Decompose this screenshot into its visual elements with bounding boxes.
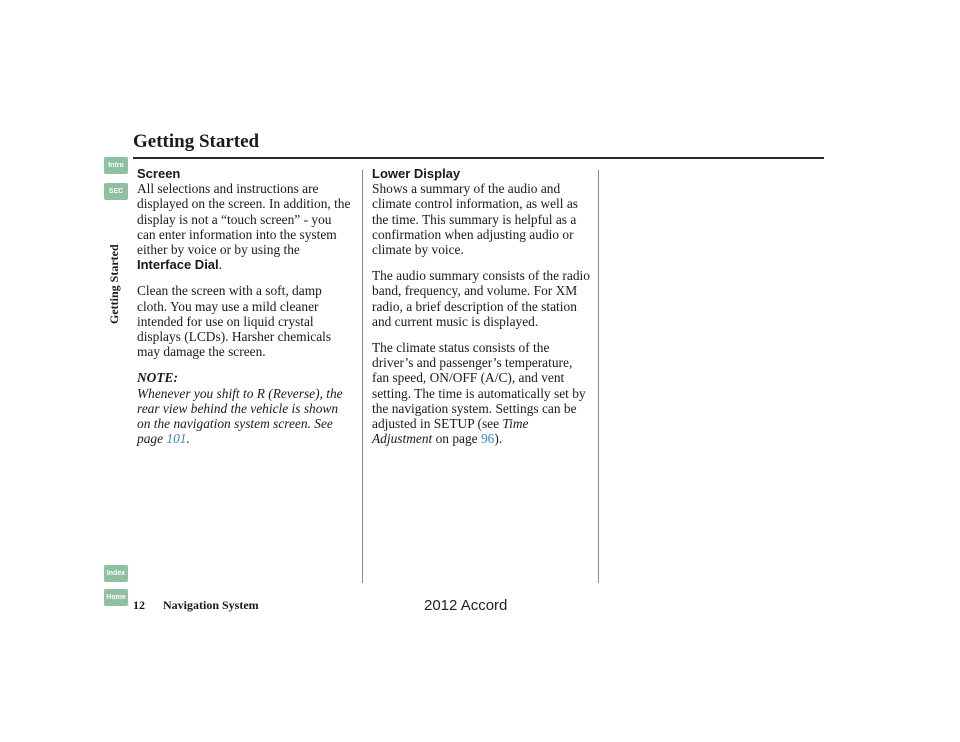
note-body: Whenever you shift to R (Reverse), the rear view behind the vehicle is shown on the navigation system screen. See page — [137, 385, 343, 447]
lower-display-paragraph-2: The audio summary consists of the radio band, frequency, and volume. For XM radio, a brief description of the station and current music is displayed. — [372, 268, 590, 329]
left-column — [137, 166, 352, 446]
screen-p1-text: All selections and instructions are displayed on the screen. In addition, the display is not a “touch screen” - you can enter information into the system either by voice or by using the — [137, 181, 351, 258]
screen-paragraph-1 — [137, 181, 352, 272]
home-tab[interactable]: Home — [104, 589, 128, 606]
note-text — [137, 386, 352, 447]
interface-dial-term: Interface Dial — [137, 257, 219, 273]
column-divider-2 — [598, 170, 599, 583]
title-rule — [133, 157, 824, 159]
screen-heading: Screen — [137, 166, 181, 181]
climate-on-page: on page — [432, 431, 481, 447]
lower-display-heading: Lower Display — [372, 166, 461, 181]
index-tab[interactable]: Index — [104, 565, 128, 582]
intro-tab[interactable]: Intro — [104, 157, 128, 174]
climate-text: The climate status consists of the driver’s and passenger’s temperature, fan speed, ON/OFF (A/C), and vent setting. The time is automatically set by the navigation system. Settings can be adjusted in SETUP (see — [372, 340, 586, 432]
screen-paragraph-2: Clean the screen with a soft, damp cloth. You may use a mild cleaner intended for use on liquid crystal displays (LCDs). Harsher chemicals may damage the screen. — [137, 283, 332, 360]
sec-tab[interactable]: SEC — [104, 183, 128, 200]
note-end: . — [186, 431, 190, 447]
note-label: NOTE: — [137, 370, 178, 386]
screen-p1-end: . — [218, 257, 223, 273]
lower-display-paragraph-3 — [372, 340, 590, 446]
climate-end: ). — [494, 431, 503, 447]
middle-column — [372, 166, 590, 457]
manual-name: Navigation System — [163, 598, 259, 612]
time-adjustment-ref: Time Adjustment — [372, 416, 529, 447]
page-title: Getting Started — [133, 131, 260, 152]
page-101-link[interactable]: 101 — [166, 431, 187, 447]
lower-display-paragraph-1: Shows a summary of the audio and climate control information, as well as the time. This summary is helpful as a confirmation when adjusting audio or climate by voice. — [372, 181, 579, 258]
column-divider-1 — [362, 170, 363, 583]
page-96-link[interactable]: 96 — [480, 431, 495, 447]
page-number: 12 — [133, 598, 145, 612]
model-watermark: 2012 Accord — [424, 597, 508, 614]
side-section-label: Getting Started — [107, 244, 121, 324]
